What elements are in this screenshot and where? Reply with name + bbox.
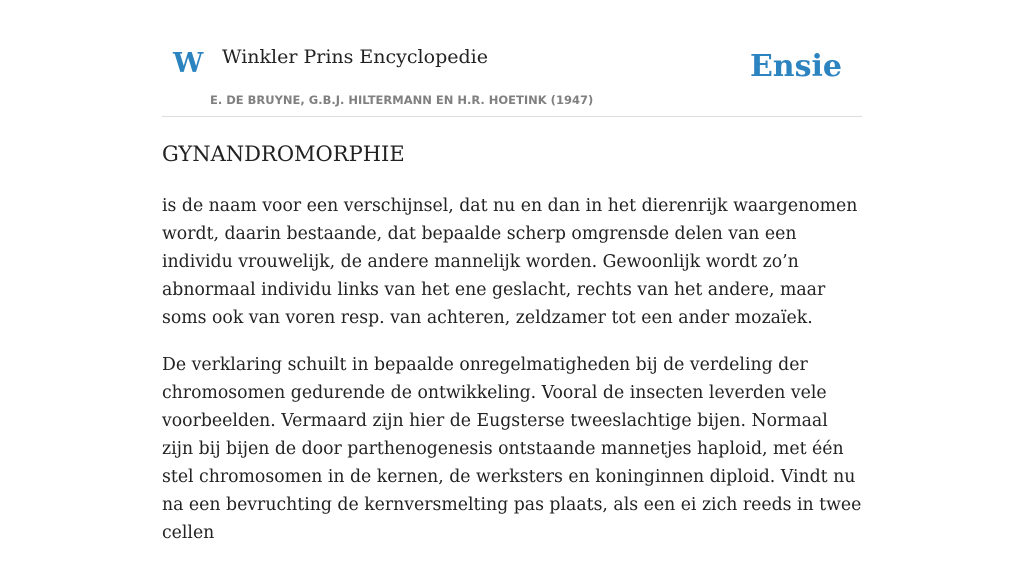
publication-authors: E. DE BRUYNE, G.B.J. HILTERMANN EN H.R. HOETINK (1947)	[210, 93, 594, 107]
ensie-logo-link[interactable]: Ensie	[749, 49, 842, 84]
page-header	[162, 0, 862, 117]
publication-title[interactable]: Winkler Prins Encyclopedie	[222, 46, 488, 68]
encyclopedia-logo[interactable]: W	[173, 48, 204, 79]
article-paragraph: De verklaring schuilt in bepaalde onregelmatigheden bij de verdeling der chromosomen gedurende de ontwikkeling. Vooral de insecten leverden vele voorbeelden. Vermaard zijn hier de Eugsterse tweeslachtige bijen. Normaal zijn bij bijen de door parthenogenesis ontstaande mannetjes haploid, met één stel chromosomen in de kernen, de werksters en koninginnen diploid. Vindt nu na een bevruchting de kernversmelting pas plaats, als een ei zich reeds in twee cellen	[162, 355, 862, 543]
article-paragraph: is de naam voor een verschijnsel, dat nu en dan in het dierenrijk waargenomen wordt, daarin bestaande, dat bepaalde scherp omgrensde delen van een individu vrouwelijk, de andere mannelijk worden. Gewoonlijk wordt zo’n abnormaal individu links van het ene geslacht, rechts van het andere, maar soms ook van voren resp. van achteren, zeldzamer tot een ander mozaïek.	[162, 196, 858, 328]
article-body	[162, 192, 862, 566]
article-title: GYNANDROMORPHIE	[162, 142, 405, 166]
page-container	[162, 0, 862, 543]
